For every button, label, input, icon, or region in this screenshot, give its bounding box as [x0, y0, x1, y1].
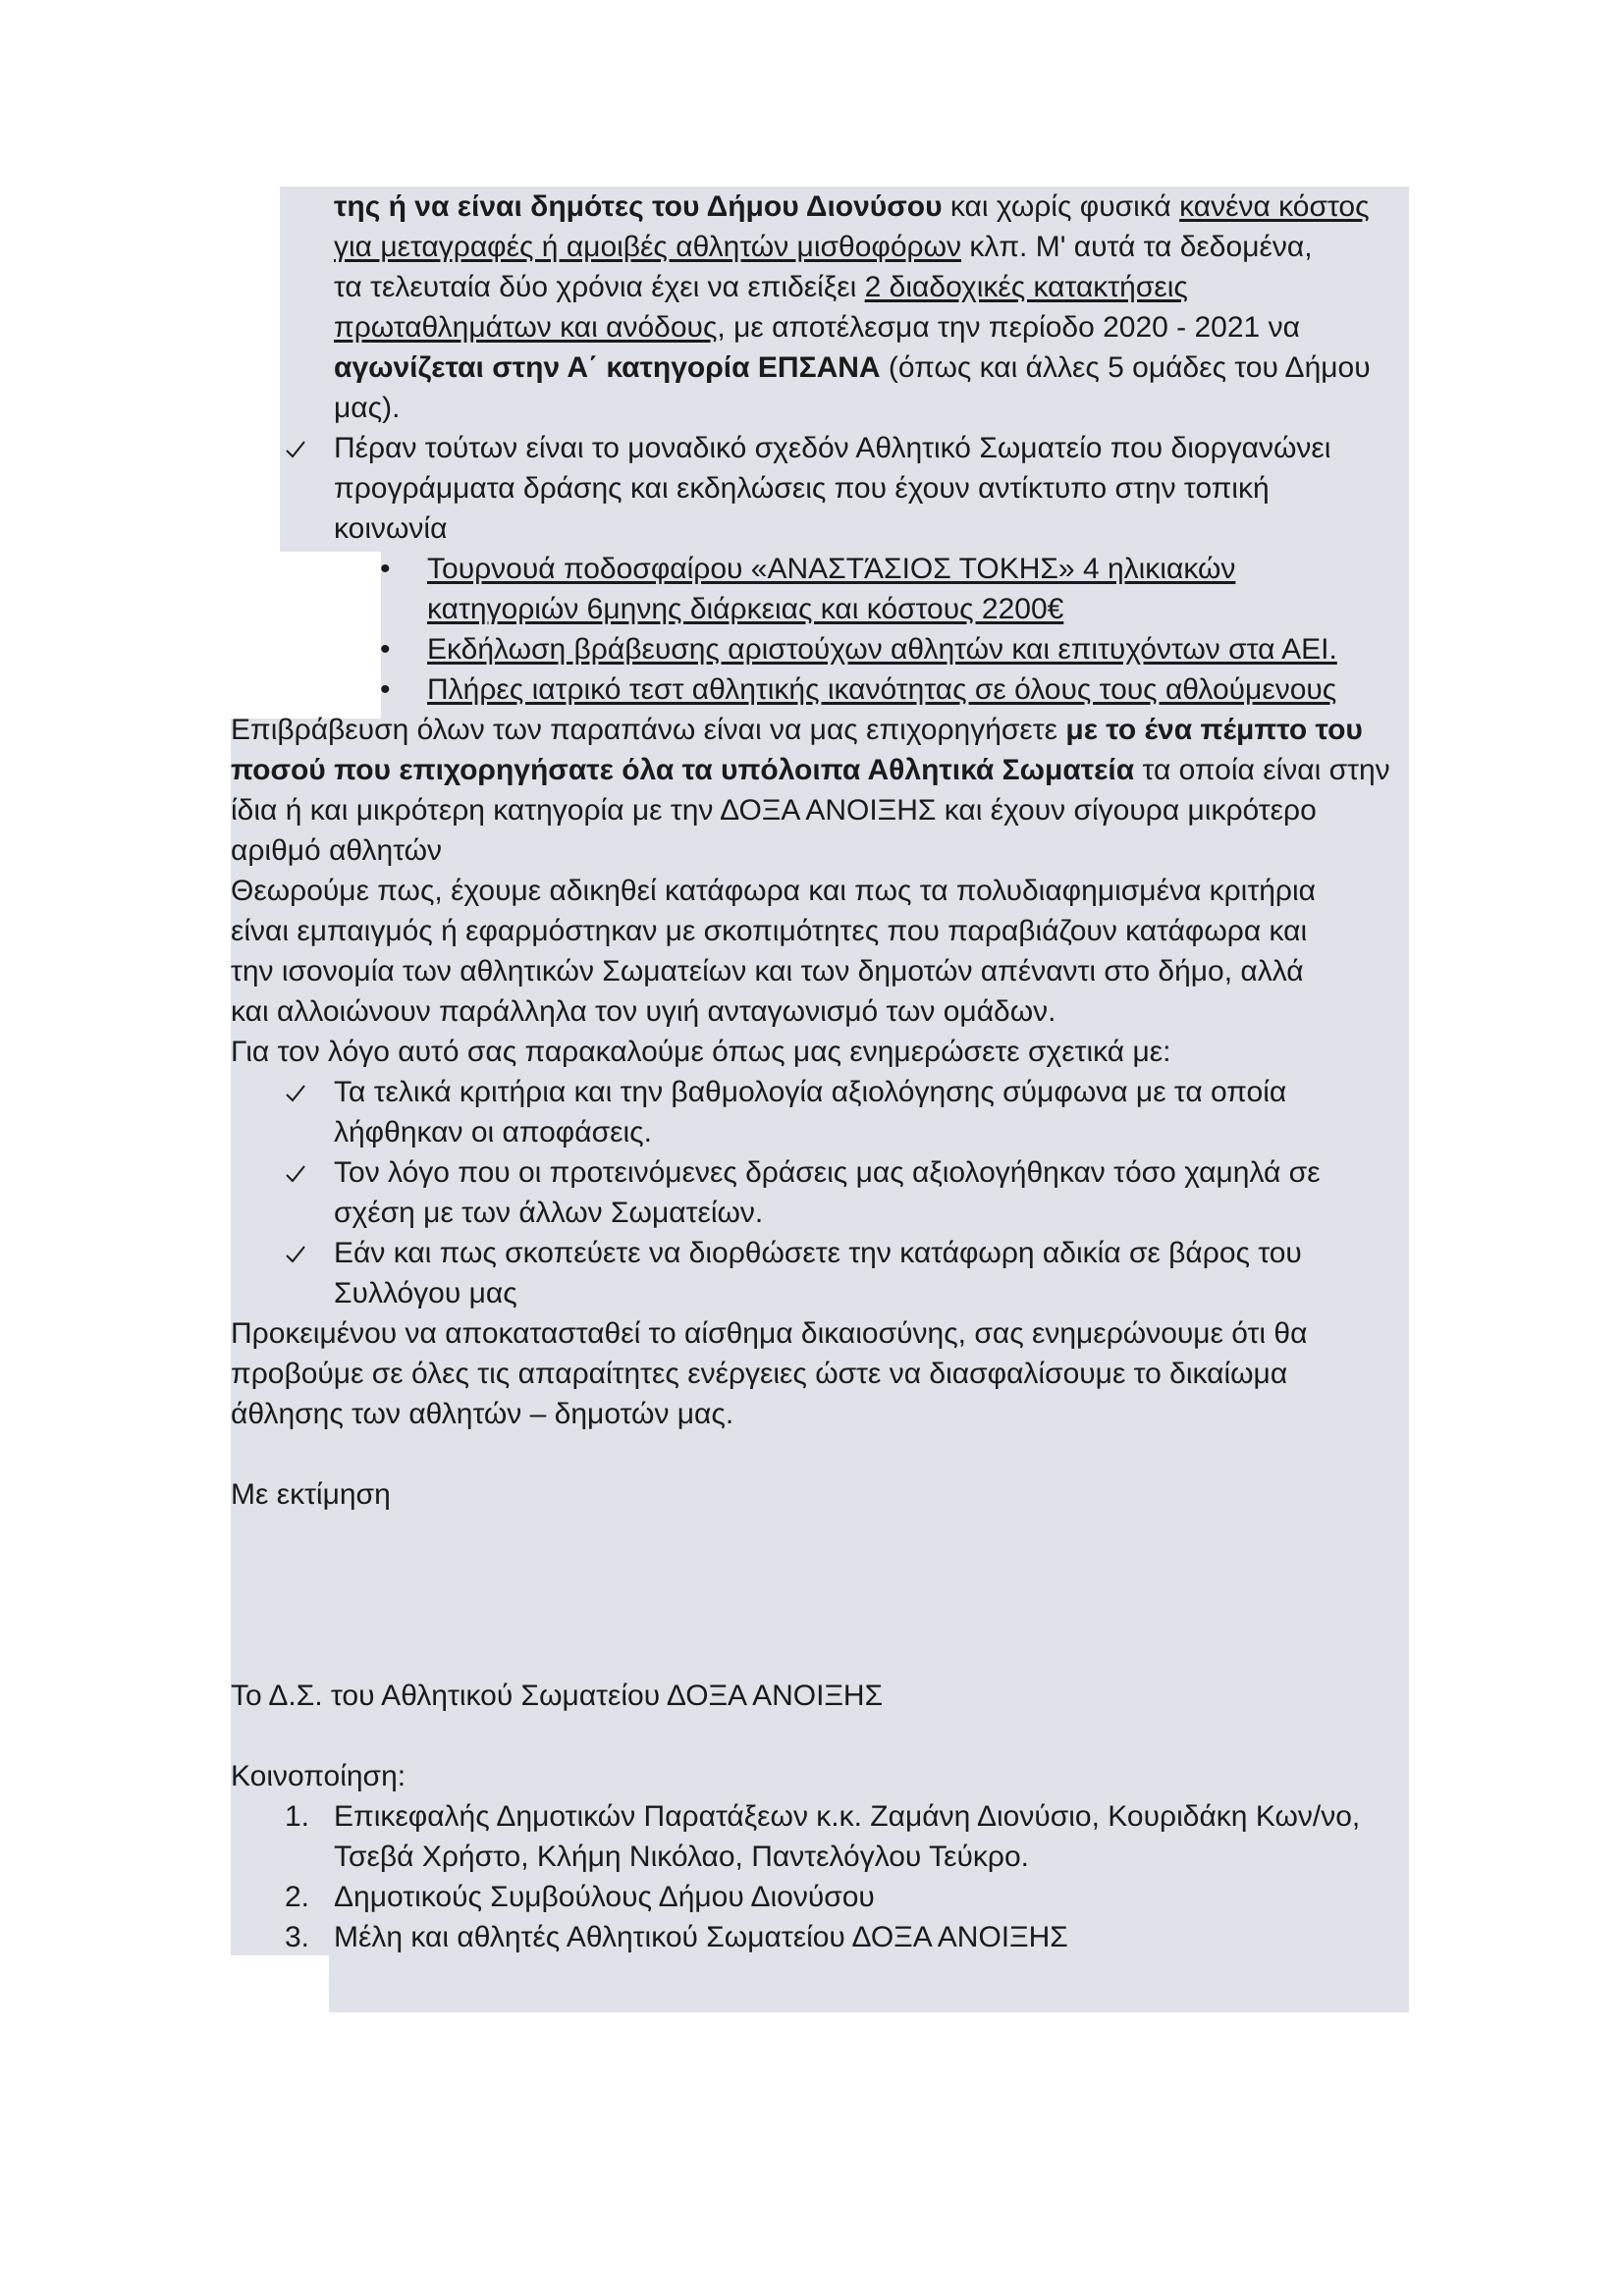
text-line: [231, 589, 1409, 629]
check-list-item: [231, 1152, 1409, 1193]
text: τα οποία είναι στην: [1134, 754, 1390, 786]
text: μας).: [334, 392, 401, 424]
numbered-list-item: [231, 1877, 1409, 1917]
text: Εάν και πως σκοπεύετε να διορθώσετε την κατάφωρη αδικία σε βάρος του: [334, 1237, 1302, 1269]
cc-label: [231, 1756, 1409, 1796]
text-line: [231, 1354, 1409, 1394]
text: σχέση με των άλλων Σωματείων.: [334, 1197, 764, 1229]
text: Μέλη και αθλητές Αθλητικού Σωματείου ΔΟΞΑ ΑΝΟΙΞΗΣ: [334, 1921, 1068, 1953]
text: , με αποτέλεσμα την περίοδο 2020 - 2021 να: [717, 311, 1300, 344]
text: Προκειμένου να αποκατασταθεί το αίσθημα δικαιοσύνης, σας ενημερώνουμε ότι θα: [231, 1317, 1308, 1350]
bullet-icon: •: [380, 633, 391, 666]
underlined-text: Πλήρες ιατρικό τεστ αθλητικής ικανότητας σε όλους τους αθλούμενους: [427, 673, 1337, 706]
check-icon: [285, 428, 324, 468]
text: και χωρίς φυσικά: [942, 190, 1180, 223]
check-icon: [285, 1233, 324, 1273]
bullet-icon: •: [380, 553, 391, 585]
underlined-text: κανένα κόστος: [1179, 190, 1370, 223]
underlined-text: για μεταγραφές ή αμοιβές αθλητών μισθοφόρων: [334, 231, 962, 263]
text: και αλλοιώνουν παράλληλα τον υγιή ανταγωνισμό των ομάδων.: [231, 995, 1056, 1028]
underlined-text: πρωταθλημάτων και ανόδους: [334, 311, 718, 344]
text-line: [231, 1032, 1409, 1072]
numbered-list-item: [231, 1917, 1409, 1957]
list-number: 2.: [285, 1881, 310, 1913]
list-number: 1.: [285, 1800, 310, 1833]
text-line: [231, 1394, 1409, 1434]
bold-text: αγωνίζεται στην Α΄ κατηγορία ΕΠΣΑΝΑ: [334, 351, 881, 384]
bullet-icon: •: [380, 673, 391, 706]
text: Τον λόγο που οι προτεινόμενες δράσεις μας αξιολογήθηκαν τόσο χαμηλά σε: [334, 1156, 1321, 1189]
text: άθλησης των αθλητών – δημοτών μας.: [231, 1398, 734, 1430]
text: Κοινοποίηση:: [231, 1760, 406, 1792]
text: Επικεφαλής Δημοτικών Παρατάξεων κ.κ. Ζαμάνη Διονύσιο, Κουριδάκη Κων/νο,: [334, 1800, 1361, 1833]
text-line: [231, 227, 1409, 267]
underlined-text: 2 διαδοχικές κατακτήσεις: [864, 271, 1188, 303]
text: ίδια ή και μικρότερη κατηγορία με την ΔΟΞΑ ΑΝΟΙΞΗΣ και έχουν σίγουρα μικρότερο: [231, 794, 1317, 827]
text-line: [231, 830, 1409, 871]
bullet-list-item: [231, 549, 1409, 589]
text: λήφθηκαν οι αποφάσεις.: [334, 1116, 652, 1148]
text-line: [231, 911, 1409, 951]
text-line: [231, 1837, 1409, 1877]
text-line: [231, 790, 1409, 830]
text: Επιβράβευση όλων των παραπάνω είναι να μας επιχορηγήσετε: [231, 714, 1066, 746]
signature-text: [231, 1676, 1409, 1716]
text: προβούμε σε όλες τις απαραίτητες ενέργειες ώστε να διασφαλίσουμε το δικαίωμα: [231, 1358, 1288, 1390]
text: Πέραν τούτων είναι το μοναδικό σχεδόν Αθλητικό Σωματείο που διοργανώνει: [334, 432, 1331, 464]
text: Με εκτίμηση: [231, 1478, 391, 1511]
text: Τσεβά Χρήστο, Κλήμη Νικόλαο, Παντελόγλου Τεύκρο.: [334, 1841, 1030, 1873]
text: κοινωνία: [334, 512, 448, 545]
text-line: [231, 1313, 1409, 1354]
check-list-item: [231, 1233, 1409, 1273]
text: Συλλόγου μας: [334, 1277, 517, 1309]
text-line: [231, 267, 1409, 307]
bold-text: της ή να είναι δημότες του Δήμου Διονύσου: [334, 190, 943, 223]
check-list-item: [231, 428, 1409, 468]
text: (όπως και άλλες 5 ομάδες του Δήμου: [880, 351, 1371, 384]
numbered-list-item: [231, 1796, 1409, 1837]
check-icon: [285, 1152, 324, 1193]
text-line: [231, 1193, 1409, 1233]
text: Το Δ.Σ. του Αθλητικού Σωματείου ΔΟΞΑ ΑΝΟΙΞΗΣ: [231, 1680, 884, 1712]
text-line: [231, 750, 1409, 790]
check-icon: [285, 1072, 324, 1112]
underlined-text: Τουρνουά ποδοσφαίρου «ΑΝΑΣΤΆΣΙΟΣ ΤΟΚΗΣ» 4 ηλικιακών: [427, 553, 1236, 585]
closing-text: [231, 1474, 1409, 1515]
text-line: [231, 508, 1409, 549]
text-line: [231, 871, 1409, 911]
text-line: [231, 710, 1409, 750]
bold-text: ποσού που επιχορηγήσατε όλα τα υπόλοιπα Αθλητικά Σωματεία: [231, 754, 1135, 786]
text-line: [231, 187, 1409, 227]
text-line: [231, 991, 1409, 1032]
text-line: [231, 468, 1409, 508]
text-line: [231, 951, 1409, 991]
text: Για τον λόγο αυτό σας παρακαλούμε όπως μας ενημερώσετε σχετικά με:: [231, 1036, 1171, 1068]
text-line: [231, 347, 1409, 388]
letter-body: [231, 187, 1409, 1957]
text: αριθμό αθλητών: [231, 834, 443, 867]
text-line: [231, 1112, 1409, 1152]
text: είναι εμπαιγμός ή εφαρμόστηκαν με σκοπιμότητες που παραβιάζουν κατάφωρα και: [231, 915, 1308, 947]
text: κλπ. Μ' αυτά τα δεδομένα,: [961, 231, 1313, 263]
underlined-text: κατηγοριών 6μηνης διάρκειας και κόστους 2200€: [427, 593, 1064, 625]
text: την ισονομία των αθλητικών Σωματείων και των δημοτών απέναντι στο δήμο, αλλά: [231, 955, 1304, 988]
text: Δημοτικούς Συμβούλους Δήμου Διονύσου: [334, 1881, 875, 1913]
bullet-list-item: [231, 669, 1409, 710]
list-number: 3.: [285, 1921, 310, 1953]
bold-text: με το ένα πέμπτο του: [1065, 714, 1363, 746]
check-list-item: [231, 1072, 1409, 1112]
text-line: [231, 307, 1409, 347]
text-line: [231, 388, 1409, 428]
text: Τα τελικά κριτήρια και την βαθμολογία αξιολόγησης σύμφωνα με τα οποία: [334, 1076, 1287, 1108]
text-line: [231, 1273, 1409, 1313]
text: τα τελευταία δύο χρόνια έχει να επιδείξει: [334, 271, 865, 303]
underlined-text: Εκδήλωση βράβευσης αριστούχων αθλητών και επιτυχόντων στα ΑΕΙ.: [427, 633, 1337, 666]
highlight-block: [329, 1955, 1409, 2012]
bullet-list-item: [231, 629, 1409, 669]
text: προγράμματα δράσης και εκδηλώσεις που έχουν αντίκτυπο στην τοπική: [334, 472, 1270, 505]
text: Θεωρούμε πως, έχουμε αδικηθεί κατάφωρα και πως τα πολυδιαφημισμένα κριτήρια: [231, 875, 1316, 907]
